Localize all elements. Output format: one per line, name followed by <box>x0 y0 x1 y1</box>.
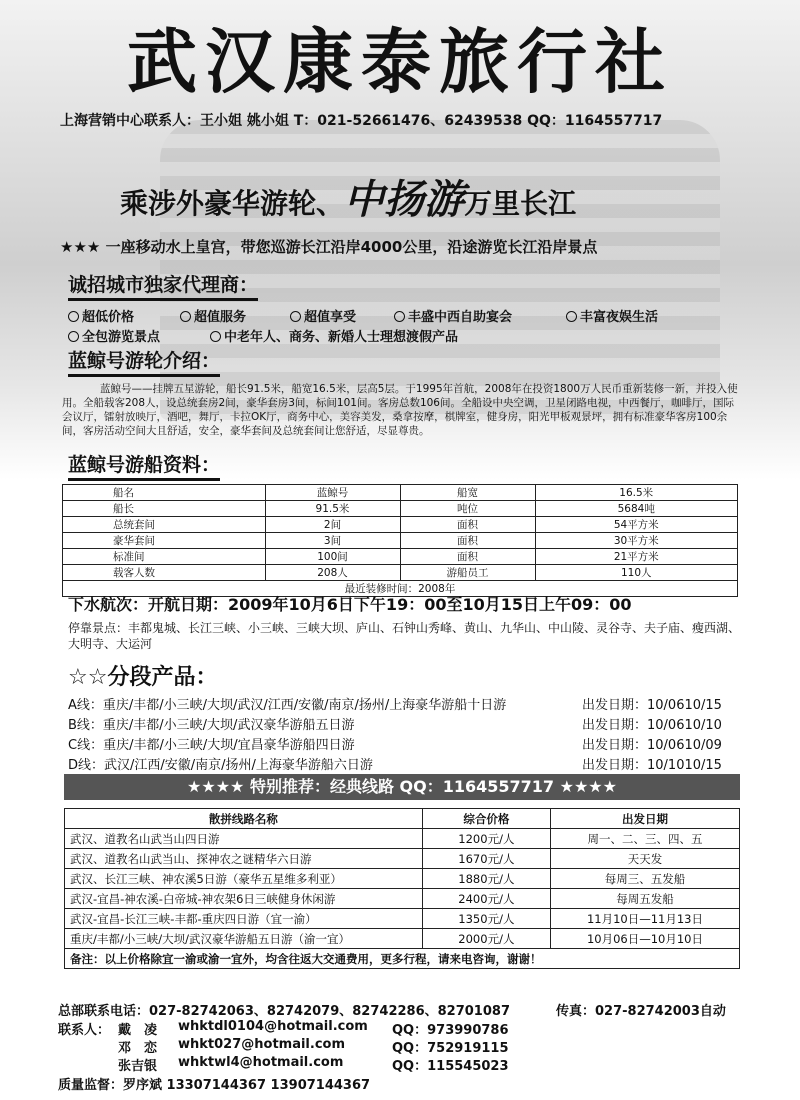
contact-email[interactable]: whktdl0104@hotmail.com <box>178 1019 368 1034</box>
feature-item: 丰富夜娱生活 <box>566 306 658 325</box>
table-row: 标准间 100间 面积 21平方米 <box>63 549 738 565</box>
slogan-brush-text: 中扬游 <box>344 176 465 223</box>
circle-bullet-icon <box>180 311 191 322</box>
route-c: C线：重庆/丰都/小三峡/大坝/宜昌豪华游船四日游 <box>68 738 355 753</box>
port-stops <box>68 620 748 652</box>
shanghai-contact-line: 上海营销中心联系人：王小姐 姚小姐 T：021-52661476、62439538 QQ：1164557717 <box>60 113 663 129</box>
contact-qq: QQ：115545023 <box>392 1059 509 1074</box>
stops-list: 丰都鬼城、长江三峡、小三峡、三峡大坝、庐山、石钟山秀峰、黄山、九华山、中山陵、灵谷寺、夫子庙、瘦西湖、大明寺、大运河 <box>68 621 741 651</box>
stops-label: 停靠景点： <box>68 621 129 635</box>
route-a-date: 出发日期：10/0610/15 <box>582 698 722 713</box>
contact-name: 张吉银 <box>118 1059 158 1074</box>
intro-heading: 蓝鲸号游轮介绍： <box>68 346 220 377</box>
route-b-date: 出发日期：10/0610/10 <box>582 718 722 733</box>
table-row: 船名 蓝鲸号 船宽 16.5米 <box>63 485 738 501</box>
table-row: 重庆/丰都/小三峡/大坝/武汉豪华游船五日游（渝一宜） 2000元/人 10月06日—10月10日 <box>65 929 740 949</box>
circle-bullet-icon <box>210 331 221 342</box>
route-c-date: 出发日期：10/0610/09 <box>582 738 722 753</box>
feature-item: 超低价格 <box>68 306 134 325</box>
table-row: 武汉-宜昌-神农溪-白帝城-神农架6日三峡健身休闲游 2400元/人 每周五发船 <box>65 889 740 909</box>
table-row: 豪华套间 3间 面积 30平方米 <box>63 533 738 549</box>
contact-name: 戴 凌 <box>118 1023 158 1038</box>
circle-bullet-icon <box>566 311 577 322</box>
intro-paragraph: 蓝鲸号——挂牌五星游轮，船长91.5米，船宽16.5米，层高5层。于1995年首航，2008年在投资1800万人民币重新装修一新，并投入使用。全船载客208人，设总统套房2间，豪华套房3间，标间101间。客房总数106间。全船设中央空调，卫星闭路电视，中西餐厅，咖啡厅，国际会议厅，镭射放映厅，酒吧，舞厅，卡拉OK厅，商务中心，美容美发，桑拿按摩，棋牌室，健身房，阳光甲板观景坪，拥有标准豪华客房100余间，客房活动空间大且舒适，安全，豪华套间及总统套间让您舒适，尽显尊贵。 <box>62 383 738 437</box>
table-row: 武汉、道教名山武当山、探神农之谜精华六日游 1670元/人 天天发 <box>65 849 740 869</box>
table-row: 总统套间 2间 面积 54平方米 <box>63 517 738 533</box>
table-row <box>65 949 740 969</box>
contact-qq: QQ：752919115 <box>392 1041 509 1056</box>
ship-specs-table <box>62 484 738 597</box>
circle-bullet-icon <box>394 311 405 322</box>
slogan <box>120 168 576 225</box>
recommend-banner: ★★★★ 特别推荐：经典线路 QQ：1164557717 ★★★★ <box>64 774 740 800</box>
feature-item: 全包游览景点 <box>68 326 160 345</box>
sailing-schedule: 下水航次：开航日期：2009年10月6日下午19：00至10月15日上午09：00 <box>68 595 632 614</box>
contact-email[interactable]: whktwl4@hotmail.com <box>178 1055 344 1070</box>
circle-bullet-icon <box>290 311 301 322</box>
table-header-row: 散拼线路名称 综合价格 出发日期 <box>65 809 740 829</box>
contacts-label: 联系人： <box>58 1023 111 1038</box>
slogan-part-b: 万里长江 <box>464 187 577 220</box>
slogan-part-a: 乘涉外豪华游轮、 <box>120 187 345 220</box>
renovation-footer: 最近装修时间：2008年 <box>63 581 738 597</box>
table-row: 武汉、长江三峡、神农溪5日游（豪华五星维多利亚） 1880元/人 每周三、五发船 <box>65 869 740 889</box>
palace-tagline: ★★★ 一座移动水上皇宫，带您巡游长江沿岸4000公里，沿途游览长江沿岸景点 <box>60 238 598 256</box>
feature-item: 超值服务 <box>180 306 246 325</box>
contact-email[interactable]: whkt027@hotmail.com <box>178 1037 346 1052</box>
quality-supervision: 质量监督：罗序斌 13307144367 13907144367 <box>58 1078 371 1093</box>
contact-name: 邓 恋 <box>118 1041 158 1056</box>
segments-heading: ☆☆分段产品： <box>68 665 218 690</box>
feature-item: 中老年人、商务、新婚人士理想渡假产品 <box>210 326 458 345</box>
route-a: A线：重庆/丰都/小三峡/大坝/武汉/江西/安徽/南京/扬州/上海豪华游船十日游 <box>68 698 507 713</box>
circle-bullet-icon <box>68 311 79 322</box>
agent-heading: 诚招城市独家代理商： <box>68 270 258 301</box>
fax: 传真：027-82742003自动 <box>556 1004 726 1019</box>
hq-phone: 总部联系电话：027-82742063、82742079、82742286、82701087 <box>58 1004 510 1019</box>
route-d-date: 出发日期：10/1010/15 <box>582 758 722 773</box>
table-row: 武汉、道教名山武当山四日游 1200元/人 周一、二、三、四、五 <box>65 829 740 849</box>
agency-title: 武汉康泰旅行社 <box>127 20 673 103</box>
price-table <box>64 808 740 969</box>
route-d: D线：武汉/江西/安徽/南京/扬州/上海豪华游船六日游 <box>68 758 373 773</box>
feature-item: 丰盛中西自助宴会 <box>394 306 512 325</box>
circle-bullet-icon <box>68 331 79 342</box>
table-row: 武汉-宜昌-长江三峡-丰都-重庆四日游（宜一渝） 1350元/人 11月10日—11月13日 <box>65 909 740 929</box>
feature-item: 超值享受 <box>290 306 356 325</box>
price-note: 备注：以上价格除宜一渝或渝一宜外，均含往返大交通费用，更多行程，请来电咨询，谢谢！ <box>65 949 740 969</box>
table-row: 载客人数 208人 游船员工 110人 <box>63 565 738 581</box>
contact-qq: QQ：973990786 <box>392 1023 509 1038</box>
table-row: 船长 91.5米 吨位 5684吨 <box>63 501 738 517</box>
route-b: B线：重庆/丰都/小三峡/大坝/武汉豪华游船五日游 <box>68 718 355 733</box>
specs-heading: 蓝鲸号游船资料： <box>68 450 220 481</box>
